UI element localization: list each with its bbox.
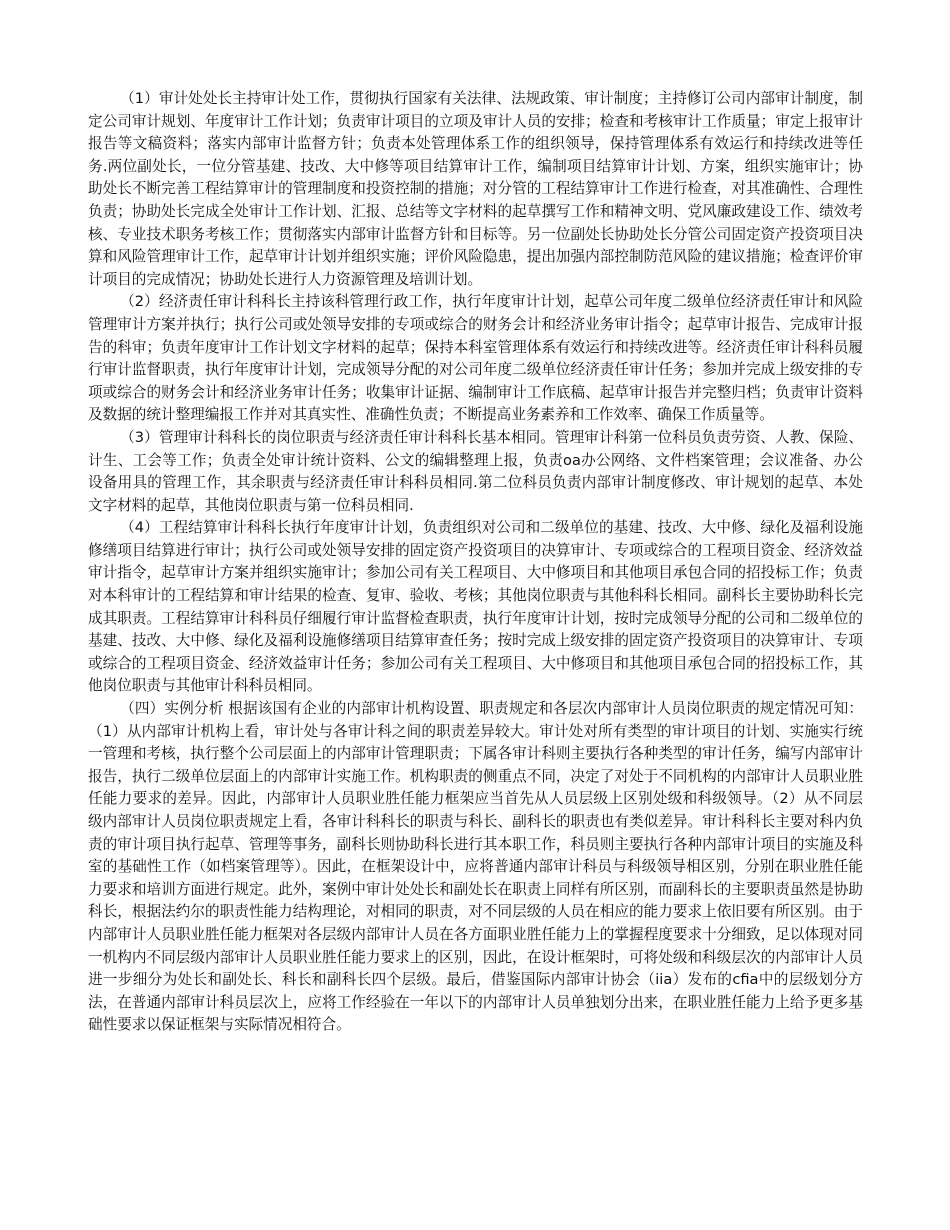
paragraph-economic-responsibility-section: （2）经济责任审计科科长主持该科管理行政工作，执行年度审计计划，起草公司年度二级单位经济责任审计和风险管理审计方案并执行；执行公司或处领导安排的专项或综合的财务会计和经济业务审计指令；起草审计报告、完成审计报告的科审；负责年度审计工作计划文字材料的起草；保持本科室管理体系有效运行和持续改进等。经济责任审计科科员履行审计监督职责，执行年度审计计划，完成领导分配的对公司年度二级单位经济责任审计任务；参加并完成上级安排的专项或综合的财务会计和经济业务审计任务；收集审计证据、编制审计工作底稿、起草审计报告并完整归档；负责审计资料及数据的统计整理编报工作并对其真实性、准确性负责；不断提高业务素养和工作效率、确保工作质量等。 (88, 293, 863, 424)
paragraph-project-settlement-section: （4）工程结算审计科科长执行年度审计计划，负责组织对公司和二级单位的基建、技改、大中修、绿化及福利设施修缮项目结算进行审计；执行公司或处领导安排的固定资产投资项目的决算审计、专项或综合的工程项目资金、经济效益审计指令，起草审计方案并组织实施审计；参加公司有关工程项目、大中修项目和其他项目承包合同的招投标工作；负责对本科审计的工程结算和审计结果的检查、复审、验收、考核；其他岗位职责与其他科科长相同。副科长主要协助科长完成其职责。工程结算审计科科员仔细履行审计监督检查职责，执行年度审计计划，按时完成领导分配的公司和二级单位的基建、技改、大中修、绿化及福利设施修缮项目结算审查任务；按时完成上级安排的固定资产投资项目的决算审计、专项或综合的工程项目资金、经济效益审计任务；参加公司有关工程项目、大中修项目和其他项目承包合同的招投标工作，其他岗位职责与其他审计科科员相同。 (88, 519, 863, 695)
paragraph-management-audit-section: （3）管理审计科科长的岗位职责与经济责任审计科科长基本相同。管理审计科第一位科员负责劳资、人教、保险、计生、工会等工作；负责全处审计统计资料、公文的编辑整理上报，负责oa办公网络、文件档案管理；会议准备、办公设备用具的管理工作，其余职责与经济责任审计科科员相同.第二位科员负责内部审计制度修改、审计规划的起草、本处文字材料的起草，其他岗位职责与第一位科员相同. (88, 428, 863, 514)
document-body (88, 88, 863, 1037)
paragraph-case-analysis: （四）实例分析 根据该国有企业的内部审计机构设置、职责规定和各层次内部审计人员岗位职责的规定情况可知：（1）从内部审计机构上看，审计处与各审计科之间的职责差异较大。审计处对所有类型的审计项目的计划、实施实行统一管理和考核，执行整个公司层面上的内部审计管理职责；下属各审计科则主要执行各种类型的审计任务，编写内部审计报告，执行二级单位层面上的内部审计实施工作。机构职责的侧重点不同，决定了对处于不同机构的内部审计人员职业胜任能力要求的差异。因此，内部审计人员职业胜任能力框架应当首先从人员层级上区别处级和科级领导。（2）从不同层级内部审计人员岗位职责规定上看，各审计科科长的职责与科长、副科长的职责也有类似差异。审计科科长主要对科内负责的审计项目执行起草、管理等事务，副科长则协助科长进行其本职工作，科员则主要执行各种内部审计项目的实施及科室的基础性工作（如档案管理等）。因此，在框架设计中，应将普通内部审计科员与科级领导相区别，分别在职业胜任能力要求和培训方面进行规定。此外，案例中审计处处长和副处长在职责上同样有所区别，而副科长的主要职责虽然是协助科长，根据法约尔的职责性能力结构理论，对相同的职责，对不同层级的人员在相应的能力要求上依旧要有所区别。由于内部审计人员职业胜任能力框架对各层级内部审计人员在各方面职业胜任能力上的掌握程度要求十分细致，足以体现对同一机构内不同层级内部审计人员职业胜任能力要求上的区别，因此，在设计框架时，可将处级和科级层次的内部审计人员进一步细分为处长和副处长、科长和副科长四个层级。最后，借鉴国际内部审计协会（iia）发布的cfia中的层级划分方法，在普通内部审计科员层次上，应将工作经验在一年以下的内部审计人员单独划分出来，在职业胜任能力上给予更多基础性要求以保证框架与实际情况相符合。 (88, 700, 863, 1034)
paragraph-audit-department-head: （1）审计处处长主持审计处工作，贯彻执行国家有关法律、法规政策、审计制度；主持修订公司内部审计制度，制定公司审计规划、年度审计工作计划；负责审计项目的立项及审计人员的安排；检查和考核审计工作质量；审定上报审计报告等文稿资料；落实内部审计监督方针；负责本处管理体系工作的组织领导，保持管理体系有效运行和持续改进等任务.两位副处长，一位分管基建、技改、大中修等项目结算审计工作，编制项目结算审计计划、方案，组织实施审计；协助处长不断完善工程结算审计的管理制度和投资控制的措施；对分管的工程结算审计工作进行检查，对其准确性、合理性负责；协助处长完成全处审计工作计划、汇报、总结等文字材料的起草撰写工作和精神文明、党风廉政建设工作、绩效考核、专业技术职务考核工作；贯彻落实内部审计监督方针和目标等。另一位副处长协助处长分管公司固定资产投资项目决算和风险管理审计工作，起草审计计划并组织实施；评价风险隐患，提出加强内部控制防范风险的建议措施；检查评价审计项目的完成情况；协助处长进行人力资源管理及培训计划。 (88, 90, 863, 288)
